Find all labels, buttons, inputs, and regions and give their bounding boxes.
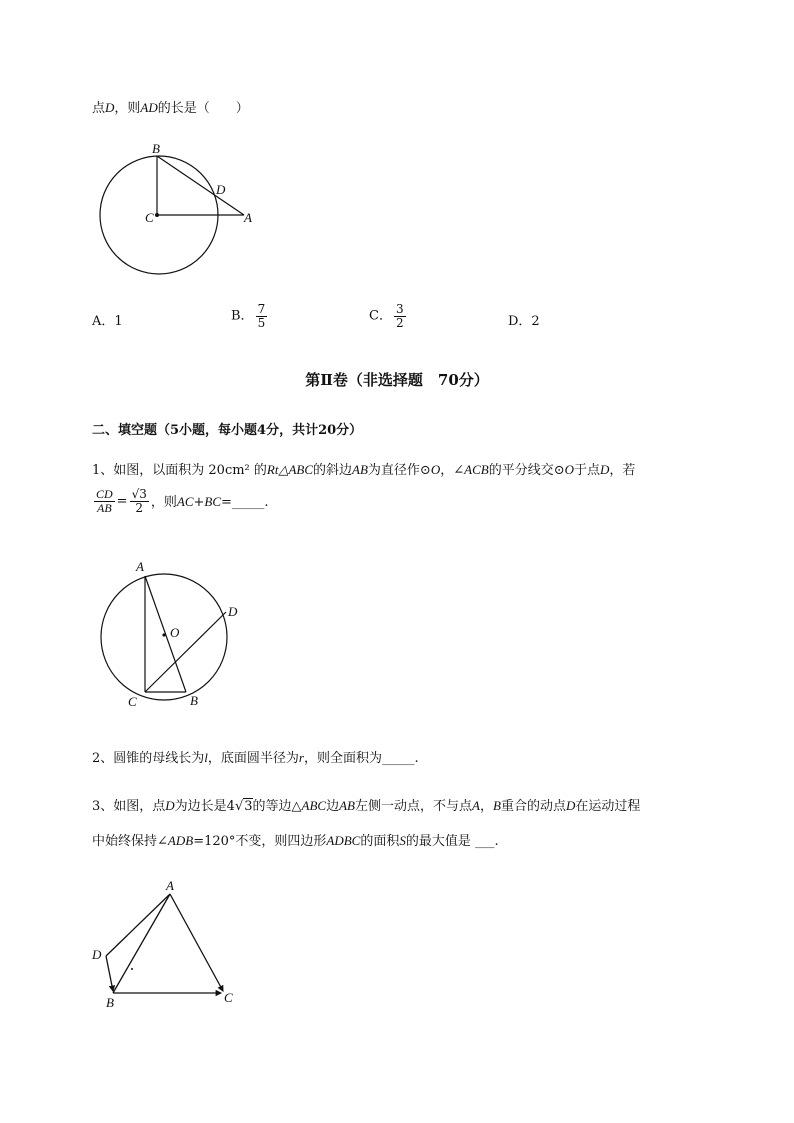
q3-line1 — [92, 797, 640, 816]
q3-text: 3、如图，点 — [92, 799, 166, 814]
circle-figure-q1 — [95, 555, 255, 715]
q1-equals: = — [116, 494, 128, 509]
q2-line — [92, 749, 419, 768]
q3-var: D — [565, 798, 576, 813]
fraction-numerator: 7 — [257, 302, 266, 316]
q1-text: ，∠ — [440, 463, 465, 478]
option-d — [508, 313, 540, 331]
fraction-denominator: 2 — [135, 501, 144, 515]
fraction-denominator: 2 — [395, 316, 404, 330]
circle-figure-prev — [90, 140, 270, 285]
q3-text: =120°不变，则四边形 — [193, 834, 327, 849]
q2-var: l — [204, 750, 208, 765]
question-prev-stem — [92, 99, 249, 118]
q1-text: 1、如图，以面积为 20cm² 的 — [92, 463, 267, 478]
q3-var: ADB — [167, 833, 194, 848]
stem-text: 的长是（ ） — [157, 101, 249, 116]
label-C: C — [145, 210, 154, 225]
segment-CD — [145, 612, 226, 692]
q1-line1 — [92, 461, 635, 480]
q3-var: A — [472, 798, 480, 813]
q3-text: 中始终保持∠ — [92, 834, 168, 849]
q1-var: AB — [352, 462, 368, 477]
segment-BA — [157, 156, 244, 215]
stem-text: 点 — [92, 101, 106, 116]
label-C: C — [224, 990, 233, 1005]
q3-var: S — [399, 833, 406, 848]
q3-var: AB — [339, 798, 355, 813]
q3-text: 重合的动点 — [500, 799, 566, 814]
label-A: A — [166, 878, 174, 893]
label-B: B — [106, 995, 114, 1010]
q1-tail — [151, 495, 269, 510]
q3-text: 边 — [326, 799, 340, 814]
option-c-fraction — [394, 303, 406, 330]
fraction-denominator: 5 — [257, 316, 266, 330]
q3-radicand: 3 — [244, 799, 253, 814]
segment-DB — [106, 956, 113, 991]
fraction-numerator: CD — [96, 487, 113, 501]
section-title: 第Ⅱ卷（非选择题 70分） — [305, 371, 489, 389]
q1-var: Rt△ABC — [266, 462, 314, 477]
option-b-fraction — [256, 303, 268, 330]
part2-heading: 二、填空题（5小题，每小题4分，共计20分） — [92, 423, 363, 438]
q1-var: BC — [204, 493, 222, 509]
q1-root-fraction — [130, 488, 149, 515]
segment-AB — [113, 894, 170, 993]
circle — [101, 574, 227, 700]
option-c — [369, 303, 408, 330]
q2-var: r — [298, 750, 304, 765]
option-d-text: D．2 — [508, 314, 540, 329]
option-b — [231, 303, 269, 330]
q3-var: B — [492, 798, 501, 813]
fraction-numerator: √3 — [131, 487, 147, 501]
label-D: D — [228, 604, 238, 619]
label-A: A — [136, 559, 144, 574]
q1-text: ，若 — [609, 463, 636, 478]
label-O: O — [170, 625, 180, 640]
q1-var: D — [600, 462, 610, 477]
option-b-label: B． — [231, 308, 254, 324]
stem-var: D — [105, 100, 115, 115]
option-a-text: A．1 — [92, 314, 123, 329]
label-A: A — [244, 210, 252, 225]
q3-text: 在运动过程 — [575, 799, 641, 814]
q3-text: 的等边△ — [252, 799, 302, 814]
q3-text: 的面积 — [360, 834, 400, 849]
small-dot — [131, 968, 133, 970]
fraction-denominator: AB — [97, 501, 112, 515]
q1-text: + — [193, 494, 205, 510]
q1-var: O — [430, 462, 441, 477]
q1-text: =_____. — [221, 494, 269, 510]
q2-text: ，底面圆半径为 — [207, 751, 299, 766]
q1-text: ，则 — [150, 494, 177, 510]
option-c-label: C． — [369, 308, 392, 324]
center-dot — [162, 633, 165, 636]
q2-text: 2、圆锥的母线长为 — [92, 751, 205, 766]
label-B: B — [152, 141, 160, 156]
q1-ratio-fraction — [94, 488, 115, 515]
label-D: D — [92, 947, 102, 962]
q1-text: 的斜边 — [313, 463, 353, 478]
segment-AB — [145, 576, 186, 692]
q3-text: 左侧一动点，不与点 — [355, 799, 473, 814]
q3-var: D — [165, 798, 175, 813]
q2-text: ，则全面积为_____. — [303, 751, 419, 766]
q1-var: ACB — [464, 462, 489, 477]
center-dot — [155, 213, 159, 217]
segment-AC — [170, 894, 223, 991]
triangle-figure-q3 — [88, 876, 248, 1011]
q1-text: 于点 — [573, 463, 600, 478]
stem-text: ，则 — [114, 101, 141, 116]
q3-text: 为边长是4 — [174, 799, 235, 814]
segment-AD — [106, 894, 170, 956]
label-B: B — [190, 693, 198, 708]
stem-var: AD — [140, 100, 158, 115]
q3-line2 — [92, 832, 499, 851]
q3-var: ABC — [301, 798, 327, 813]
q1-text: 的平分线交⊙ — [488, 463, 565, 478]
q3-var: ADBC — [326, 833, 361, 848]
q3-text: 的最大值是 ___. — [405, 834, 499, 849]
label-D: D — [216, 182, 226, 197]
q1-var: O — [564, 462, 574, 477]
label-C: C — [128, 694, 137, 709]
q1-line2 — [92, 488, 269, 515]
option-a — [92, 313, 123, 331]
q3-sqrt: √3 — [234, 799, 253, 814]
q3-text: ， — [479, 799, 493, 814]
q1-var: AC — [176, 493, 194, 509]
fraction-numerator: 3 — [395, 302, 404, 316]
q1-text: 为直径作⊙ — [367, 463, 431, 478]
